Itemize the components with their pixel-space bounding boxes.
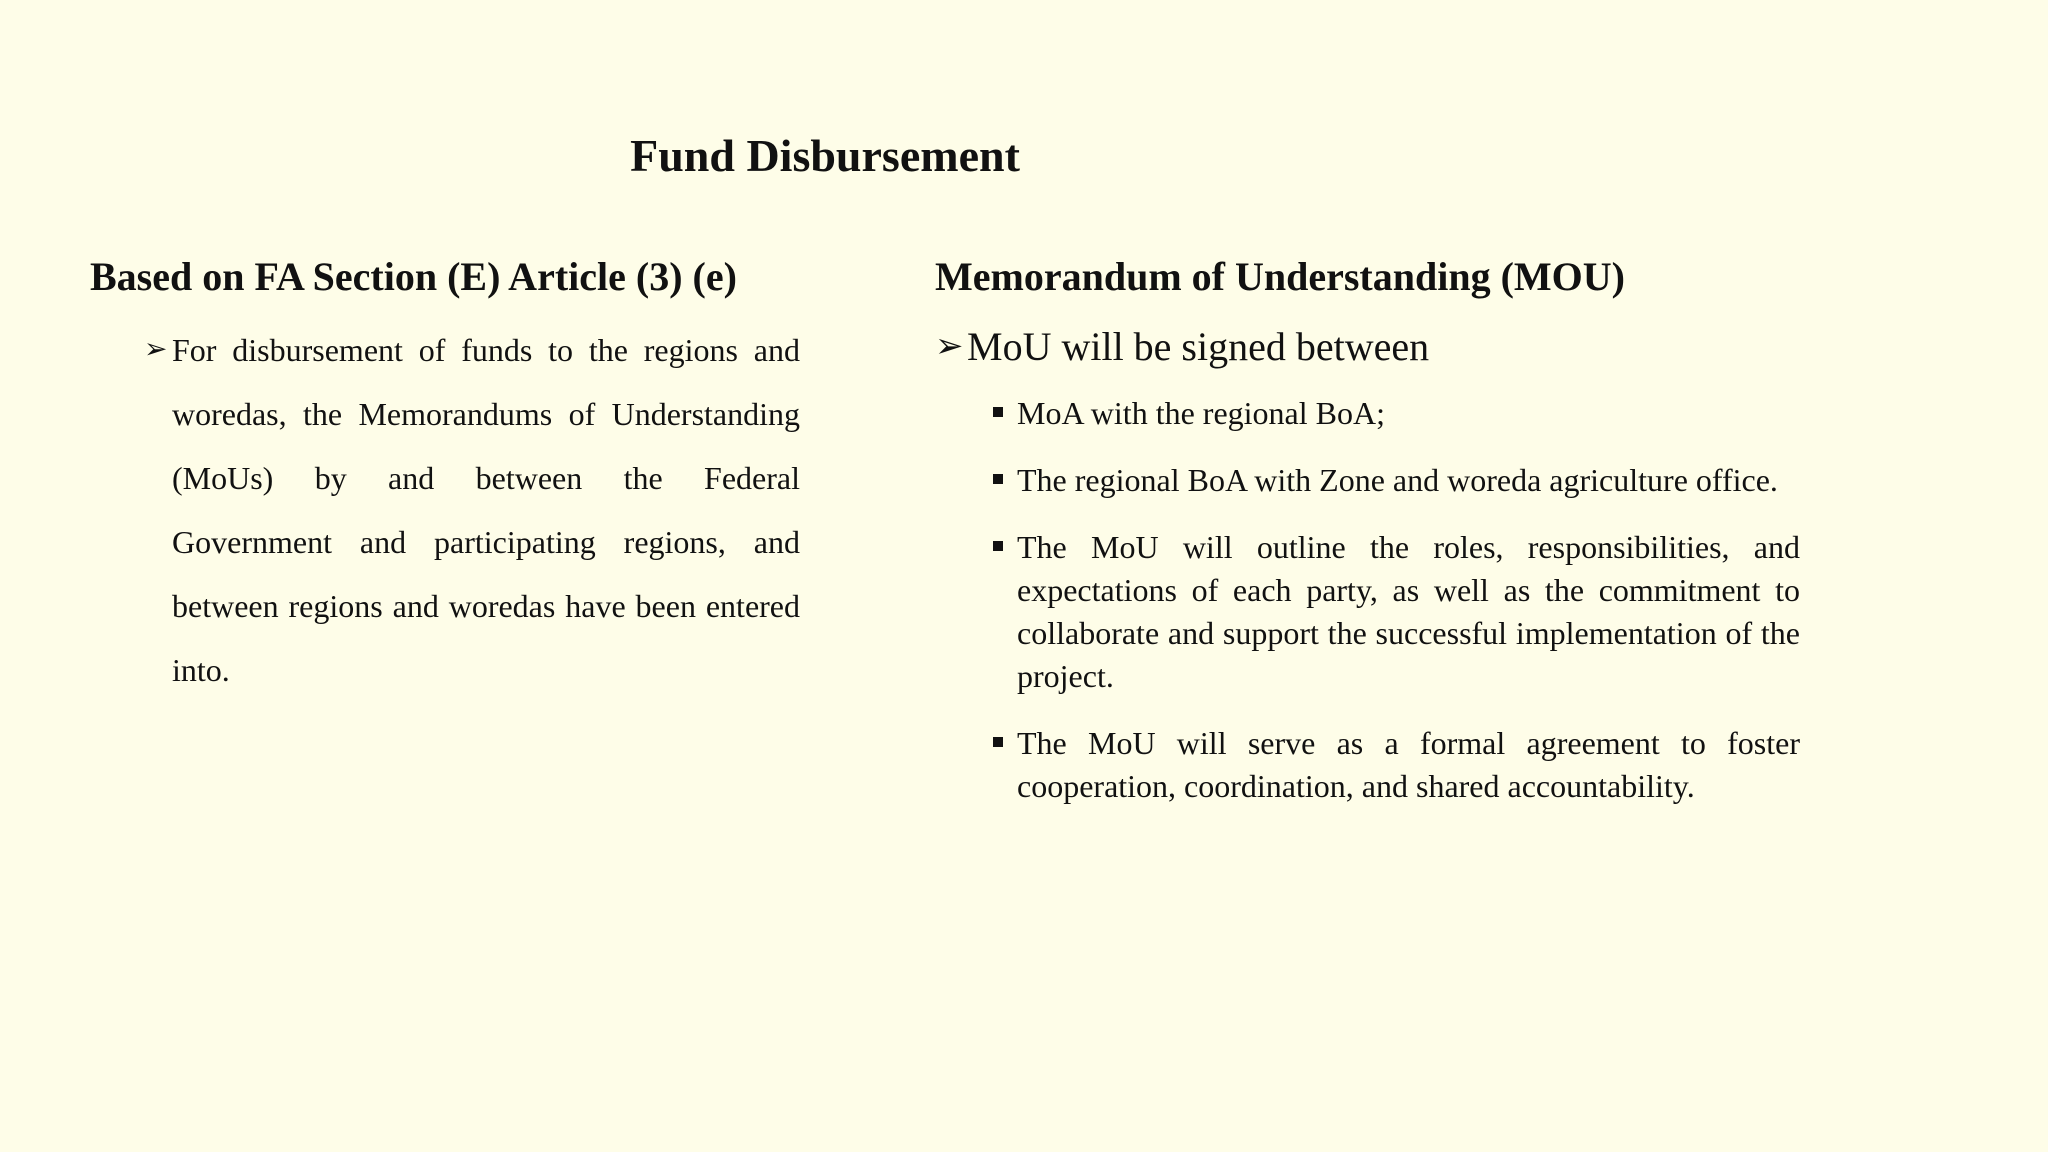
- right-lead-text: MoU will be signed between: [967, 324, 1430, 369]
- left-heading: Based on FA Section (E) Article (3) (e): [90, 254, 737, 299]
- slide-title: Fund Disbursement: [630, 130, 1020, 181]
- bullet-text: The MoU will serve as a formal agreement to foster cooperation, coordination, and shared accountability.: [1017, 725, 1800, 804]
- right-column: [935, 250, 1800, 808]
- bullet-text: MoA with the regional BoA;: [1017, 395, 1385, 431]
- list-item: [1017, 722, 1800, 808]
- left-paragraph-text: For disbursement of funds to the regions and woredas, the Memorandums of Understanding (MoUs) by and between the Federal Government and participating regions, and between regions and woredas have been entered into.: [172, 332, 800, 688]
- square-bullet-icon: [993, 407, 1003, 417]
- arrow-bullet-icon: ➢: [144, 334, 168, 365]
- right-heading: Memorandum of Understanding (MOU): [935, 254, 1625, 299]
- list-item: [1017, 526, 1800, 698]
- list-item: [1017, 392, 1800, 435]
- left-column: [90, 250, 800, 702]
- right-lead: [935, 318, 1800, 376]
- square-bullet-icon: [993, 541, 1003, 551]
- square-bullet-icon: [993, 737, 1003, 747]
- arrow-bullet-icon: ➢: [935, 328, 964, 365]
- bullet-text: The regional BoA with Zone and woreda agriculture office.: [1017, 462, 1778, 498]
- left-paragraph: [144, 318, 800, 702]
- bullet-list: [935, 392, 1800, 808]
- bullet-text: The MoU will outline the roles, responsibilities, and expectations of each party, as well as the commitment to collaborate and support the successful implementation of the project.: [1017, 529, 1800, 694]
- square-bullet-icon: [993, 474, 1003, 484]
- list-item: [1017, 459, 1800, 502]
